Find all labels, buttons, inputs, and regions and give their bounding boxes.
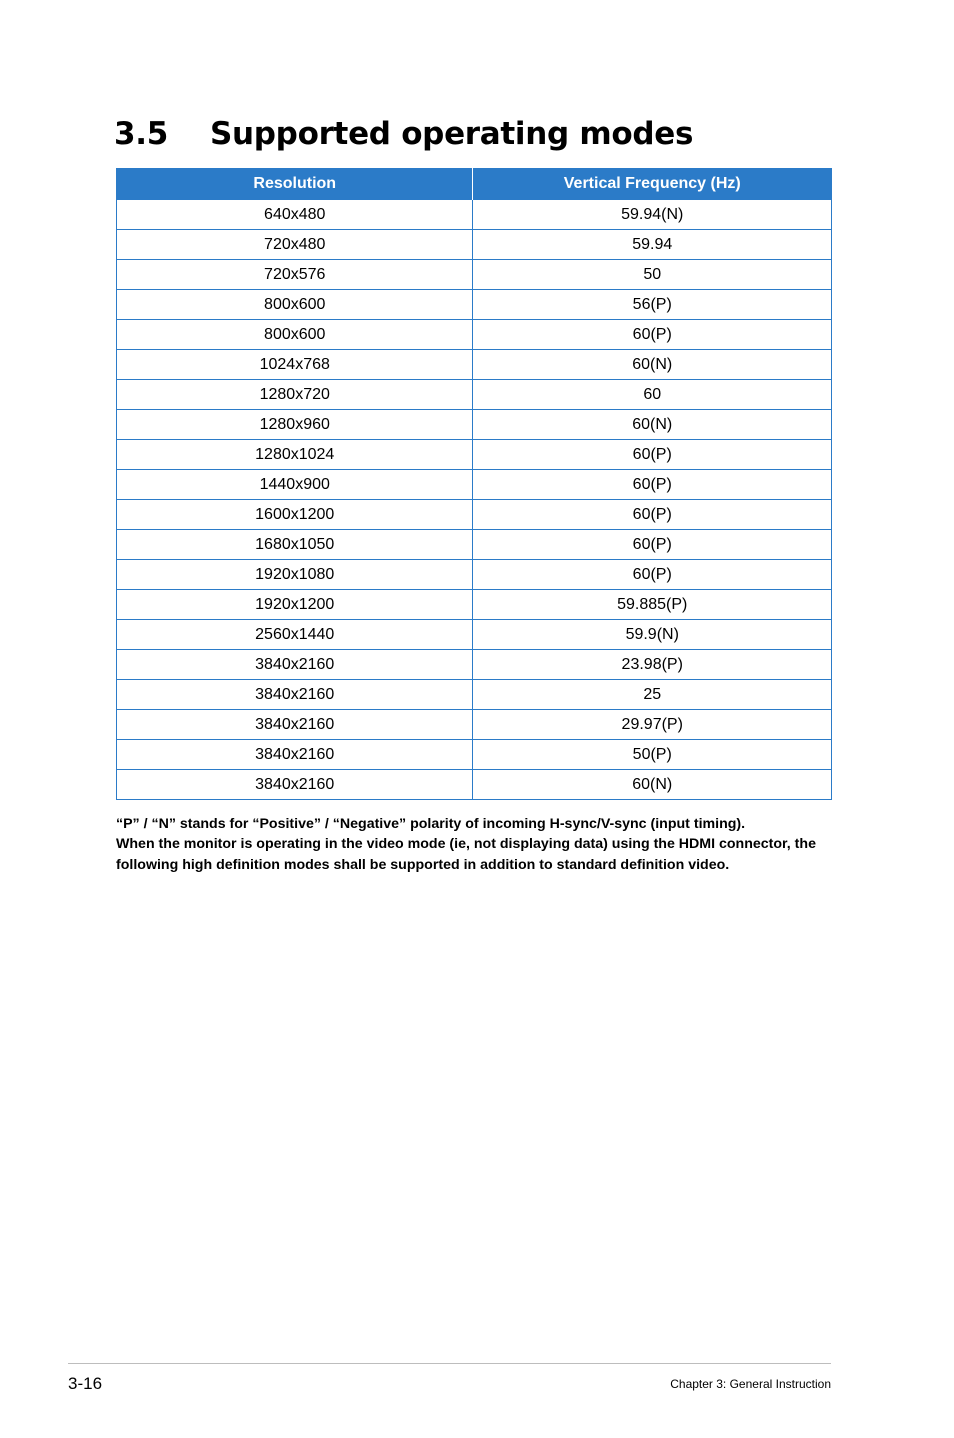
table-row [117,710,832,740]
frequency-cell: 25 [473,680,832,710]
frequency-cell: 60(P) [473,320,832,350]
resolution-cell: 1280x720 [117,380,473,410]
frequency-cell: 60(N) [473,350,832,380]
table-row [117,740,832,770]
frequency-cell: 56(P) [473,290,832,320]
resolution-cell: 1680x1050 [117,530,473,560]
footer-divider [68,1363,831,1364]
frequency-cell: 60(P) [473,560,832,590]
table-row [117,320,832,350]
frequency-cell: 50(P) [473,740,832,770]
table-row [117,560,832,590]
frequency-cell: 60(P) [473,470,832,500]
frequency-cell: 50 [473,260,832,290]
chapter-label: Chapter 3: General Instruction [670,1377,831,1391]
resolution-cell: 3840x2160 [117,770,473,800]
frequency-cell: 59.94(N) [473,200,832,230]
frequency-cell: 60 [473,380,832,410]
polarity-note [116,814,836,875]
header-resolution: Resolution [117,169,473,200]
table-row [117,680,832,710]
table-row [117,260,832,290]
table-row [117,350,832,380]
header-vertical-frequency: Vertical Frequency (Hz) [473,169,832,200]
resolution-cell: 1600x1200 [117,500,473,530]
resolution-cell: 640x480 [117,200,473,230]
resolution-cell: 800x600 [117,290,473,320]
resolution-cell: 800x600 [117,320,473,350]
resolution-cell: 1440x900 [117,470,473,500]
table-row [117,470,832,500]
resolution-cell: 1024x768 [117,350,473,380]
resolution-cell: 1280x1024 [117,440,473,470]
frequency-cell: 60(P) [473,500,832,530]
table-row [117,530,832,560]
supported-modes-table [116,168,832,800]
frequency-cell: 59.885(P) [473,590,832,620]
table-row [117,230,832,260]
frequency-cell: 29.97(P) [473,710,832,740]
table-row [117,620,832,650]
resolution-cell: 2560x1440 [117,620,473,650]
table-row [117,440,832,470]
frequency-cell: 60(P) [473,530,832,560]
frequency-cell: 59.94 [473,230,832,260]
resolution-cell: 3840x2160 [117,740,473,770]
table-header-row [117,169,832,200]
frequency-cell: 59.9(N) [473,620,832,650]
table-row [117,650,832,680]
resolution-cell: 1920x1200 [117,590,473,620]
table-row [117,380,832,410]
section-title: Supported operating modes [210,116,694,152]
table-row [117,590,832,620]
table-row [117,200,832,230]
table-row [117,410,832,440]
page-number: 3-16 [68,1374,103,1393]
frequency-cell: 60(P) [473,440,832,470]
frequency-cell: 60(N) [473,410,832,440]
frequency-cell: 60(N) [473,770,832,800]
resolution-cell: 720x576 [117,260,473,290]
note-line-1: “P” / “N” stands for “Positive” / “Negative” polarity of incoming H-sync/V-sync (input timing). [116,816,746,832]
section-number: 3.5 [114,116,169,152]
table-row [117,290,832,320]
resolution-cell: 1920x1080 [117,560,473,590]
resolution-cell: 3840x2160 [117,650,473,680]
resolution-cell: 1280x960 [117,410,473,440]
note-line-2: When the monitor is operating in the video mode (ie, not displaying data) using the HDMI connector, the following high definition modes shall be supported in addition to standard definition video. [116,836,816,873]
frequency-cell: 23.98(P) [473,650,832,680]
resolution-cell: 3840x2160 [117,680,473,710]
resolution-cell: 3840x2160 [117,710,473,740]
table-row [117,770,832,800]
table-body [117,200,832,800]
section-heading [114,114,693,154]
resolution-cell: 720x480 [117,230,473,260]
table-row [117,500,832,530]
